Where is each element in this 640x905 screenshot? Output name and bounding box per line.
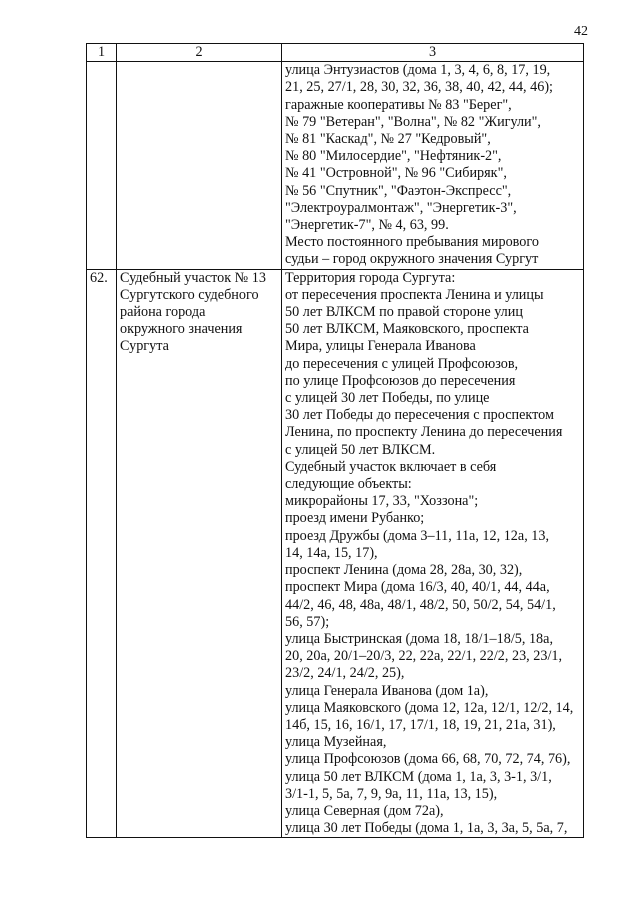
header-col-1: 1 <box>87 44 117 62</box>
text-line: № 81 "Каскад", № 27 "Кедровый", <box>285 131 491 148</box>
text-line: Сургутского судебного <box>120 286 259 303</box>
text-line: Территория города Сургута: <box>285 269 456 286</box>
table-header-row <box>87 44 584 62</box>
text-line: судьи – город окружного значения Сургут <box>285 251 539 268</box>
text-line: до пересечения с улицей Профсоюзов, <box>285 355 519 372</box>
page-number: 42 <box>574 24 588 39</box>
text-line: улица 50 лет ВЛКСМ (дома 1, 1а, 3, 3-1, 3/1, <box>285 768 552 785</box>
text-line: следующие объекты: <box>285 476 412 493</box>
text-line: от пересечения проспекта Ленина и улицы <box>285 286 544 303</box>
text-line: 23/2, 24/1, 24/2, 25), <box>285 665 405 682</box>
court-districts-table <box>86 43 584 838</box>
text-line: 20, 20а, 20/1–20/3, 22, 22а, 22/1, 22/2, 23, 23/1, <box>285 648 563 665</box>
text-line: 3/1-1, 5, 5а, 7, 9, 9а, 11, 11а, 13, 15), <box>285 785 498 802</box>
text-line: проспект Мира (дома 16/3, 40, 40/1, 44, 44а, <box>285 579 550 596</box>
text-line: проспект Ленина (дома 28, 28а, 30, 32), <box>285 562 523 579</box>
text-line: проезд Дружбы (дома 3–11, 11а, 12, 12а, 13, <box>285 527 550 544</box>
text-line: № 41 "Островной", № 96 "Сибиряк", <box>285 165 507 182</box>
text-line: 14, 14а, 15, 17), <box>285 544 378 561</box>
text-line: № 80 "Милосердие", "Нефтяник-2", <box>285 148 502 165</box>
text-line: Мира, улицы Генерала Иванова <box>285 338 476 355</box>
court-name-cell <box>117 62 282 269</box>
court-name-cell <box>117 269 282 838</box>
text-line: Ленина, по проспекту Ленина до пересечения <box>285 424 563 441</box>
text-line: улица Энтузиастов (дома 1, 3, 4, 6, 8, 17, 19, <box>285 62 551 79</box>
header-col-2: 2 <box>117 44 282 62</box>
text-line: № 56 "Спутник", "Фаэтон-Экспресс", <box>285 182 512 199</box>
text-line: по улице Профсоюзов до пересечения <box>285 372 516 389</box>
text-line: микрорайоны 17, 33, "Хоззона"; <box>285 493 479 510</box>
text-line: Сургута <box>120 338 169 355</box>
row-number: 62. <box>87 269 117 838</box>
text-line: с улицей 50 лет ВЛКСМ. <box>285 441 436 458</box>
row-number <box>87 62 117 269</box>
text-line: 14б, 15, 16, 16/1, 17, 17/1, 18, 19, 21, 21а, 31), <box>285 716 556 733</box>
text-line: 50 лет ВЛКСМ по правой стороне улиц <box>285 304 523 321</box>
text-line: 50 лет ВЛКСМ, Маяковского, проспекта <box>285 321 529 338</box>
text-line: "Энергетик-7", № 4, 63, 99. <box>285 217 449 234</box>
text-line: гаражные кооперативы № 83 "Берег", <box>285 96 512 113</box>
text-line: "Электроуралмонтаж", "Энергетик-3", <box>285 199 517 216</box>
table-row <box>87 269 584 838</box>
text-line: улица Профсоюзов (дома 66, 68, 70, 72, 74, 76), <box>285 751 571 768</box>
header-col-3: 3 <box>282 44 584 62</box>
text-line: окружного значения <box>120 321 243 338</box>
text-line: улица Быстринская (дома 18, 18/1–18/5, 18а, <box>285 630 553 647</box>
territory-cell <box>282 269 584 838</box>
text-line: проезд имени Рубанко; <box>285 510 425 527</box>
text-line: улица 30 лет Победы (дома 1, 1а, 3, 3а, 5, 5а, 7, <box>285 820 568 837</box>
text-line: Место постоянного пребывания мирового <box>285 234 539 251</box>
text-line: № 79 "Ветеран", "Волна", № 82 "Жигули", <box>285 113 541 130</box>
text-line: улица Северная (дом 72а), <box>285 802 444 819</box>
table-row <box>87 62 584 269</box>
text-line: 21, 25, 27/1, 28, 30, 32, 36, 38, 40, 42, 44, 46); <box>285 79 553 96</box>
text-line: 44/2, 46, 48, 48а, 48/1, 48/2, 50, 50/2, 54, 54/1, <box>285 596 556 613</box>
text-line: 56, 57); <box>285 613 330 630</box>
text-line: 30 лет Победы до пересечения с проспектом <box>285 407 554 424</box>
territory-cell <box>282 62 584 269</box>
text-line: с улицей 30 лет Победы, по улице <box>285 390 490 407</box>
text-line: улица Генерала Иванова (дом 1а), <box>285 682 489 699</box>
text-line: улица Музейная, <box>285 734 387 751</box>
text-line: улица Маяковского (дома 12, 12а, 12/1, 12/2, 14, <box>285 699 574 716</box>
text-line: района города <box>120 304 206 321</box>
text-line: Судебный участок № 13 <box>120 269 266 286</box>
text-line: Судебный участок включает в себя <box>285 458 497 475</box>
